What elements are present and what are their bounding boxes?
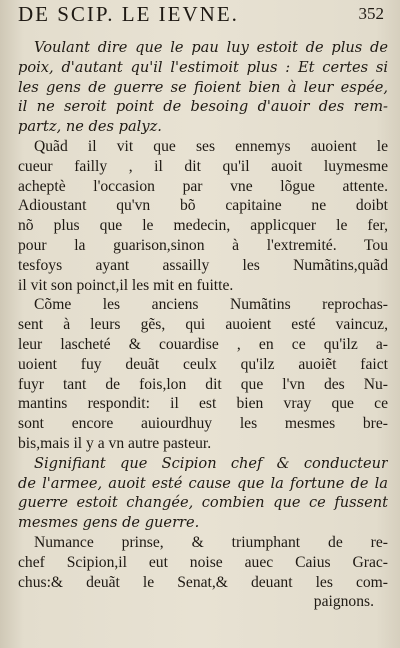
text-line: partz, ne des palyz.: [18, 118, 162, 136]
text-line: cueur failly , il dit qu'il auoit luymesme: [18, 157, 388, 175]
text-line: uoient fuy deuãt ceulx qu'ilz auoiẽt faict: [18, 355, 388, 373]
text-line: il ne seroit point de besoing d'auoir des rem-: [18, 98, 388, 116]
running-head: DE SCIP. LE IEVNE.: [18, 2, 239, 26]
text-line: chef Scipion,il eut noise auec Caius Grac-: [18, 553, 388, 571]
text-line: acheptè l'occasion par vne lõgue attente.: [18, 177, 388, 195]
text-line: chus:& deuãt le Senat,& deuant les com-: [18, 573, 388, 591]
text-line: mantins respondit: il est bien vray que ce: [18, 395, 388, 413]
page-number: 352: [358, 4, 384, 23]
text-line: de l'armee, auoit esté cause que la fortune de la: [18, 474, 388, 492]
text-line: Cõme les anciens Numãtins reprochas-: [34, 296, 388, 314]
text-line: guerre estoit changée, combien que ce fussent: [18, 494, 388, 512]
text-line: Voulant dire que le pau luy estoit de plus de: [34, 39, 388, 56]
text-line: bis,mais il y a vn autre pasteur.: [18, 434, 212, 452]
text-line: paignons.: [313, 593, 374, 611]
text-line: leur lascheté & couardise , en ce qu'ilz a-: [18, 335, 388, 353]
text-line: Adioustant qu'vn bõ capitaine ne doibt: [18, 197, 388, 215]
page-header: [18, 2, 384, 32]
text-line: poix, d'autant qu'il l'estimoit plus : Et certes si: [18, 58, 388, 76]
text-line: pour la guarison,sinon à l'extremité. Tou: [18, 236, 388, 254]
text-block: [18, 38, 388, 612]
text-line: fuyr tant de fois,lon dit que l'vn des Nu-: [18, 375, 388, 393]
text-line: tesfoys ayant assailly les Numãtins,quãd: [18, 256, 388, 274]
text-line: Numance prinse, & triumphant de re-: [34, 533, 388, 551]
text-line: Quãd il vit que ses ennemys auoient le: [34, 137, 388, 155]
text-line: Signifiant que Scipion chef & conducteur: [34, 454, 388, 472]
text-line: sont encore auiourdhuy les mesmes bre-: [18, 415, 388, 433]
text-line: sent à leurs gẽs, qui auoient esté vaincuz,: [18, 316, 388, 334]
text-line: mesmes gens de guerre.: [18, 514, 200, 532]
text-line: les gens de guerre se fioient bien à leur espée,: [18, 78, 388, 96]
text-line: il vit son poinct,il les mit en fuitte.: [18, 276, 234, 294]
text-line: nõ plus que le medecin, applicquer le fer,: [18, 217, 388, 235]
